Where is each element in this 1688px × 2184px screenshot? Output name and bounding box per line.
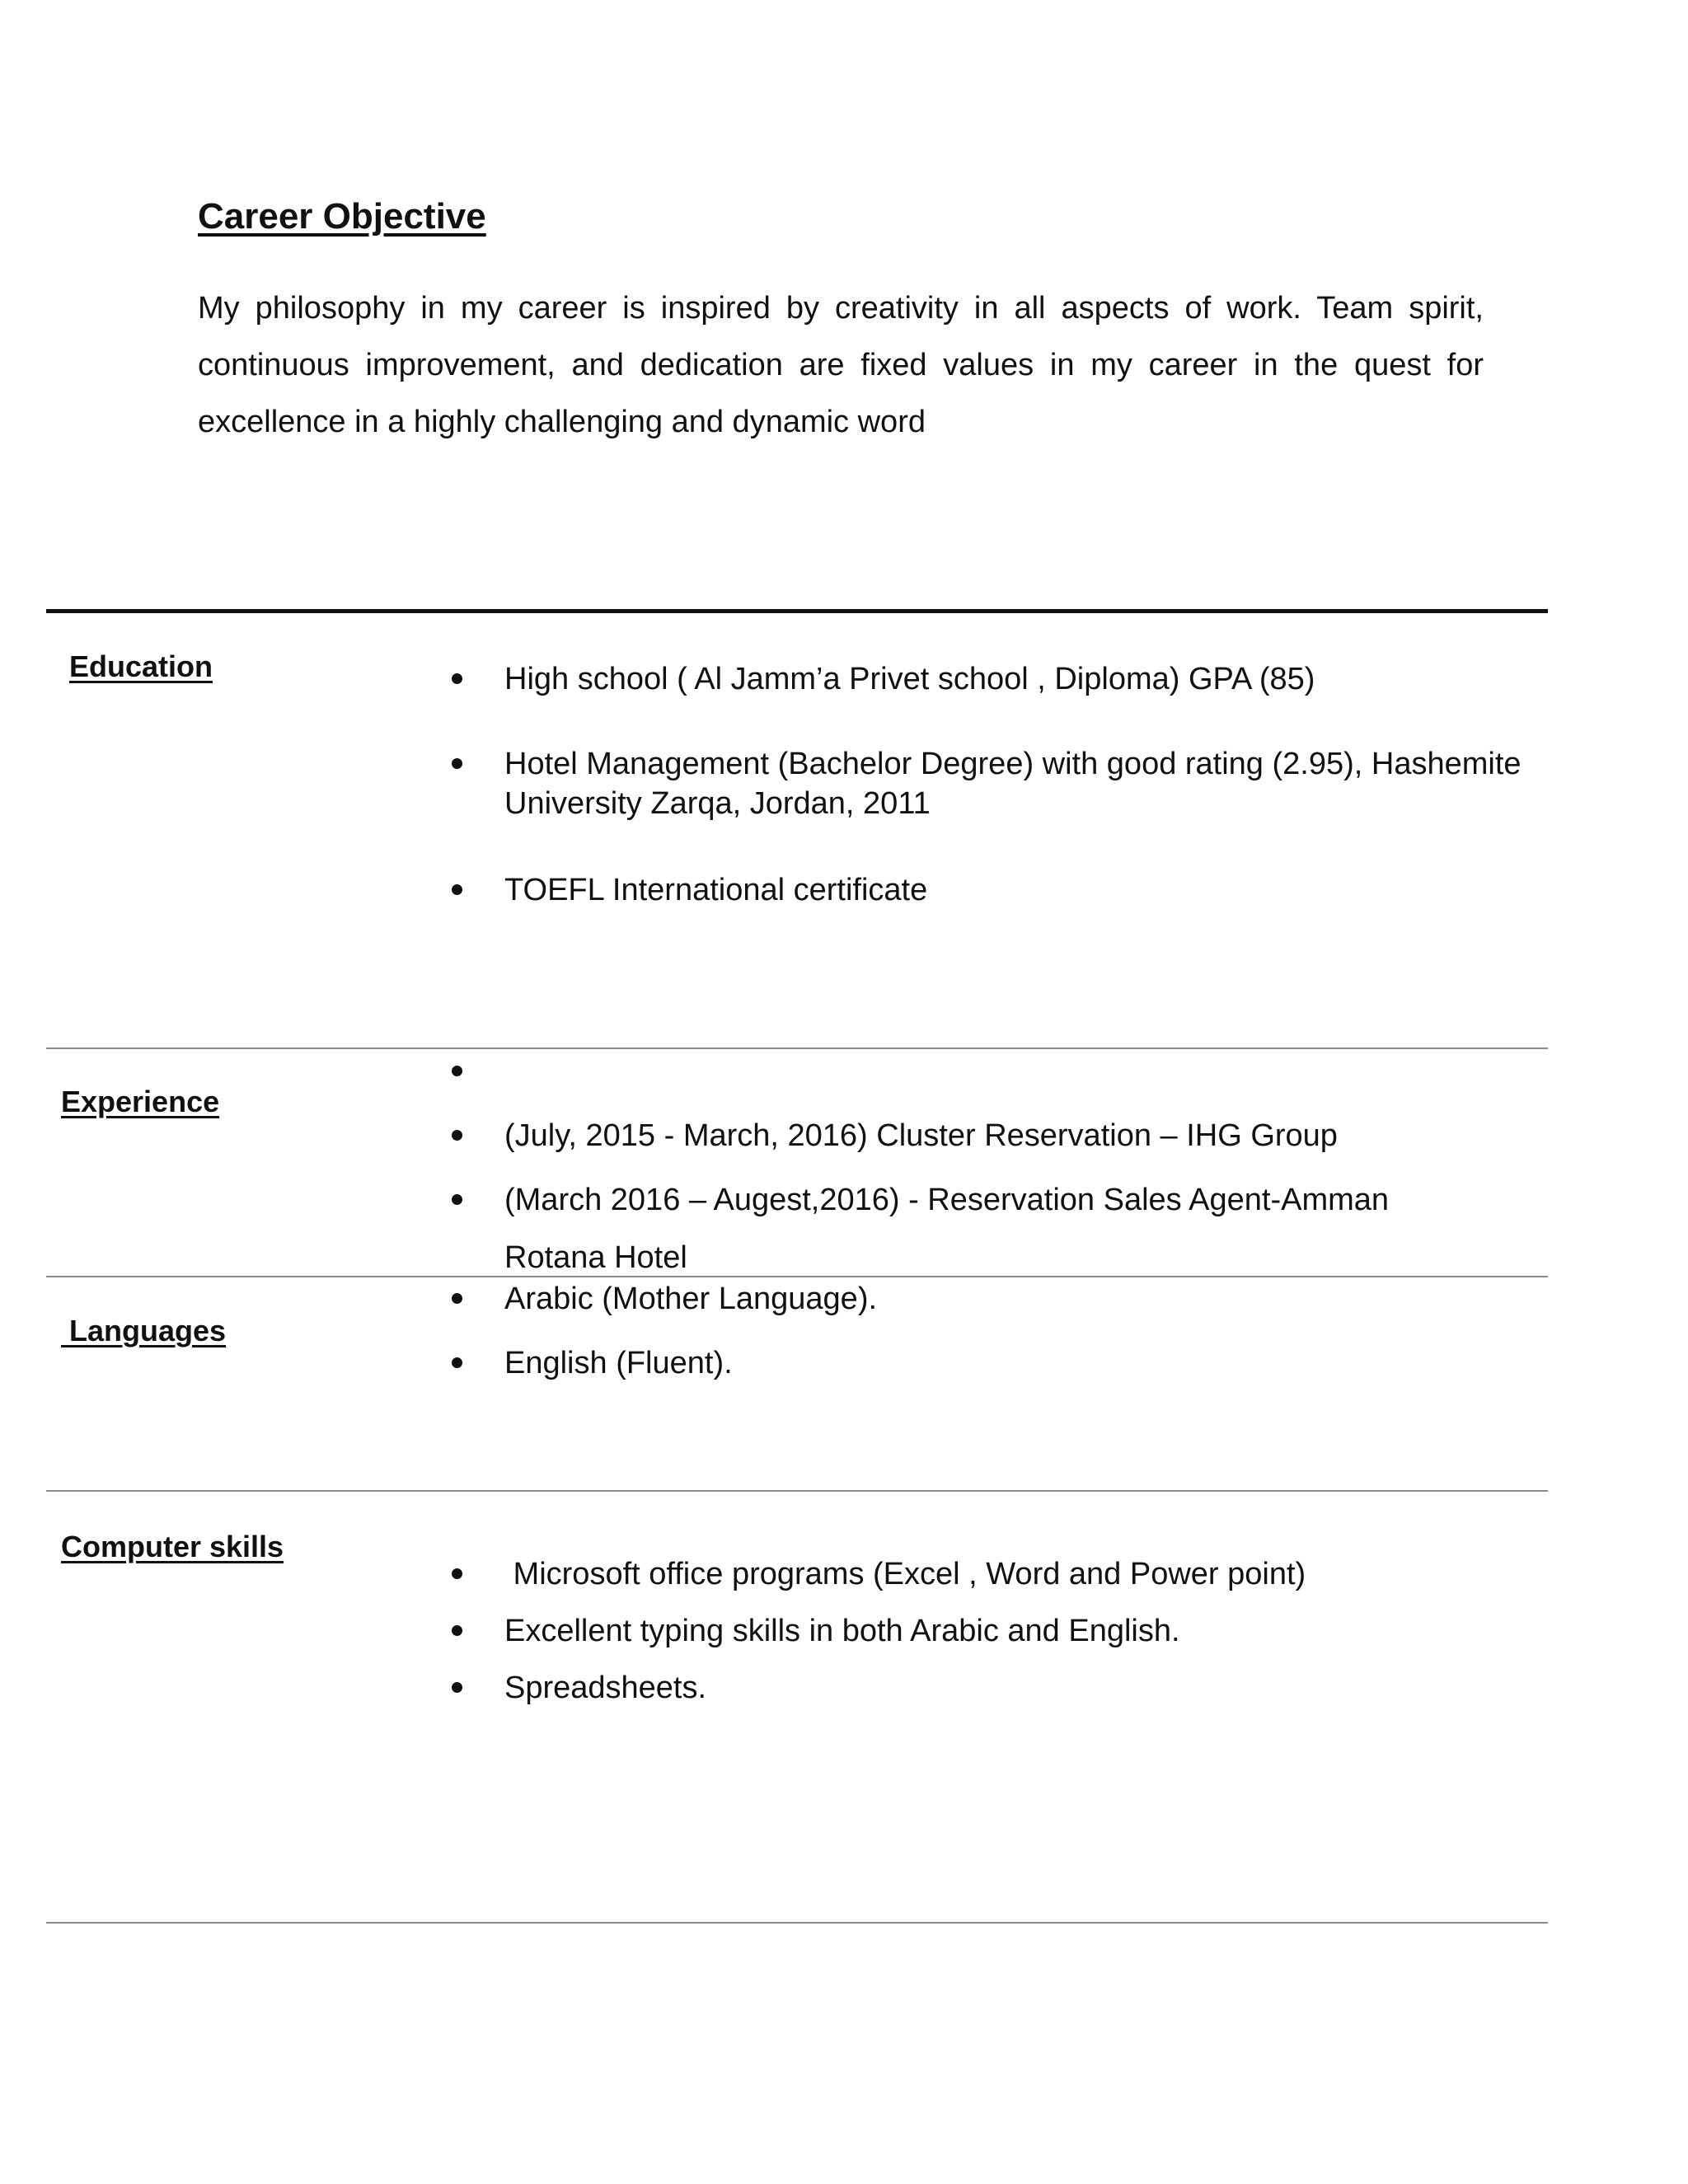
education-item-2: Hotel Management (Bachelor Degree) with good rating (2.95), Hashemite University Zarqa, Jordan, 2011: [504, 747, 1522, 821]
bullet-icon: [452, 1625, 462, 1636]
bullet-icon: [452, 1194, 462, 1205]
computer-skills-item-3: Spreadsheets.: [504, 1671, 707, 1705]
experience-item-3: (March 2016 – Augest,2016) - Reservation Sales Agent-Amman: [504, 1183, 1390, 1217]
education-item-3: TOEFL International certificate: [504, 873, 928, 907]
bullet-icon: [452, 884, 462, 895]
languages-label: Languages: [61, 1314, 227, 1347]
bullet-icon: [452, 1066, 462, 1076]
computer-skills-label: Computer skills: [61, 1530, 284, 1563]
experience-item-2: (July, 2015 - March, 2016) Cluster Reservation – IHG Group: [504, 1118, 1338, 1153]
bullet-icon: [452, 758, 462, 769]
experience-label: Experience: [61, 1085, 220, 1118]
divider-education: [46, 1047, 1548, 1049]
experience-item-3-continued: Rotana Hotel: [504, 1240, 687, 1275]
career-objective-text: My philosophy in my career is inspired by creativity in all aspects of work. Team spirit, continuous improvement, and dedication are fixed values in my career in the quest for excellence in a highly challenging and dynamic word: [198, 291, 1484, 439]
languages-item-2: English (Fluent).: [504, 1346, 733, 1380]
computer-skills-item-1: Microsoft office programs (Excel , Word and Power point): [504, 1557, 1306, 1591]
divider-bottom: [46, 1922, 1548, 1924]
bullet-icon: [452, 1293, 462, 1304]
bullet-icon: [452, 1130, 462, 1141]
bullet-icon: [452, 673, 462, 684]
divider-languages: [46, 1490, 1548, 1492]
education-label: Education: [69, 649, 213, 683]
bullet-icon: [452, 1357, 462, 1368]
languages-item-1: Arabic (Mother Language).: [504, 1282, 878, 1316]
computer-skills-item-2: Excellent typing skills in both Arabic and English.: [504, 1614, 1180, 1648]
education-item-1: High school ( Al Jamm’a Privet school , Diploma) GPA (85): [504, 662, 1315, 696]
bullet-icon: [452, 1568, 462, 1579]
divider-top: [46, 609, 1548, 613]
career-objective-heading: Career Objective: [198, 196, 486, 237]
bullet-icon: [452, 1682, 462, 1693]
